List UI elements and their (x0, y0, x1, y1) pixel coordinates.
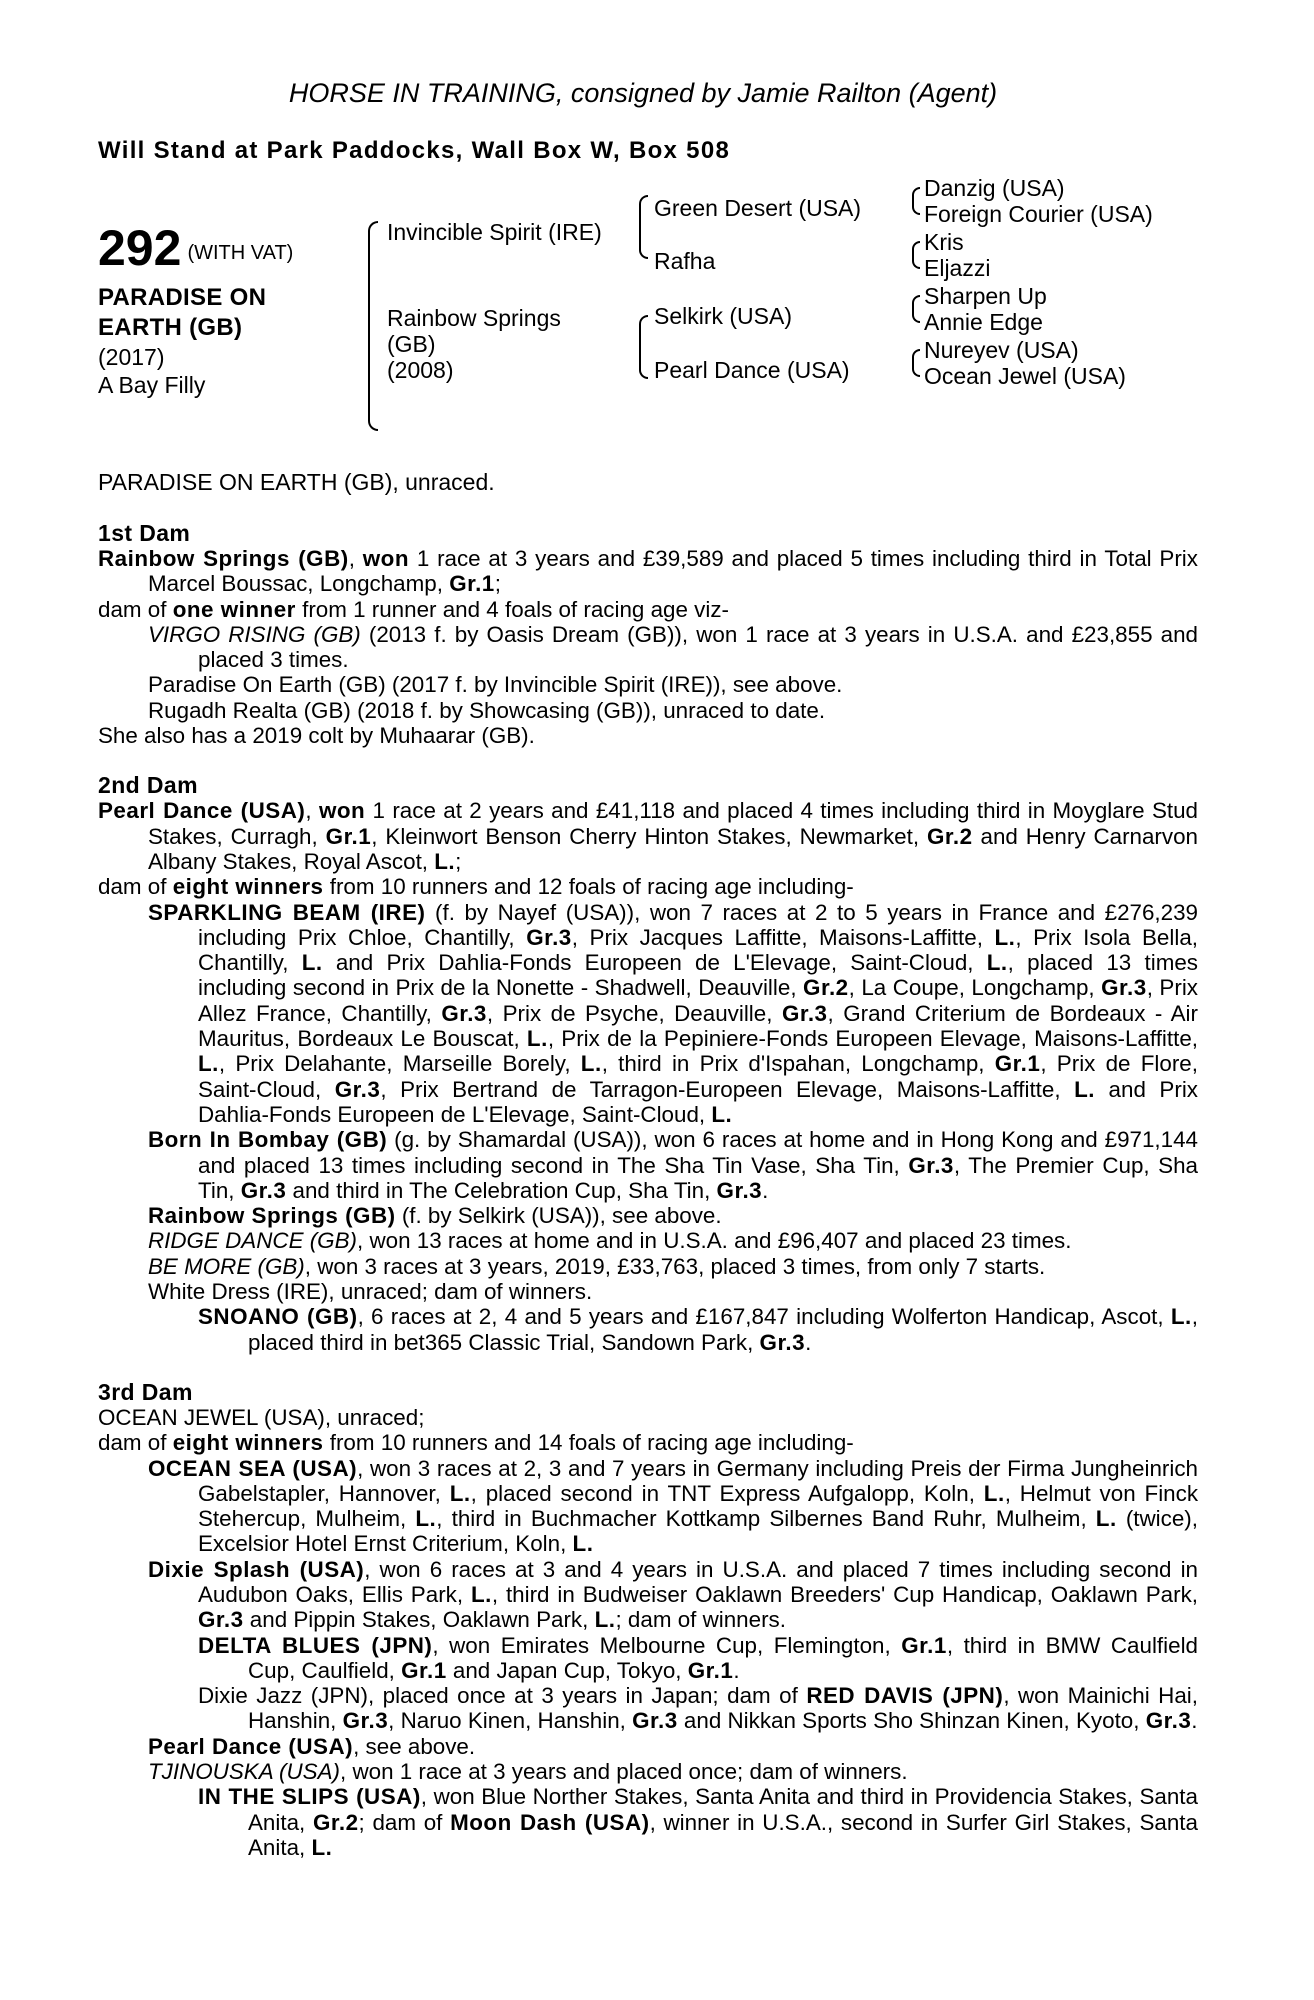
produce-entry: RIDGE DANCE (GB), won 13 races at home and in U.S.A. and £96,407 and placed 23 times. (148, 1228, 1072, 1254)
pedigree-bracket (912, 187, 920, 215)
pedigree-sire-dam: Rafha (654, 248, 716, 274)
horse-description: A Bay Filly (98, 372, 206, 398)
produce-entry: Dixie Jazz (JPN), placed once at 3 years in Japan; dam of RED DAVIS (JPN), won Mainichi Hai, Hanshin, Gr.3, Naruo Kinen, Hanshin, Gr.3 and Nikkan Sports Sho Shinzan Kinen, Kyoto, Gr.3. (198, 1683, 1199, 1734)
pedigree-bracket (912, 241, 920, 269)
pedigree-dam-sire: Selkirk (USA) (654, 303, 793, 329)
section-heading: 1st Dam (98, 520, 191, 546)
produce-entry: TJINOUSKA (USA), won 1 race at 3 years and placed once; dam of winners. (148, 1759, 908, 1785)
pedigree-ss-sire: Danzig (USA) (924, 175, 1065, 201)
third-dam-section (98, 1379, 1198, 1860)
consignor-header: HORSE IN TRAINING, consigned by Jamie Railton (Agent) (288, 78, 998, 108)
horse-name: PARADISE ON EARTH (GB) (98, 284, 267, 341)
pedigree-bracket (368, 221, 378, 431)
pedigree-bracket (912, 295, 920, 323)
pedigree-dd-sire: Nureyev (USA) (924, 337, 1079, 363)
dam-record: Rainbow Springs (GB), won 1 race at 3 years and £39,589 and placed 5 times including third in Total Prix Marcel Boussac, Longchamp, Gr.1; (98, 546, 1198, 597)
catalogue-page (98, 78, 1198, 1860)
produce-entry: Paradise On Earth (GB) (2017 f. by Invincible Spirit (IRE)), see above. (148, 672, 843, 698)
produce-summary: dam of eight winners from 10 runners and 14 foals of racing age including- (98, 1430, 854, 1456)
produce-entry: SPARKLING BEAM (IRE) (f. by Nayef (USA)), won 7 races at 2 to 5 years in France and £276,239 including Prix Chloe, Chantilly, Gr.3, Prix Jacques Laffitte, Maisons-Laffitte, L., Prix Isola Bella, Chantilly, L. and Prix Dahlia-Fonds Europeen de L'Elevage, Saint-Cloud, L., placed 13 times including second in Prix de la Nonette - Shadwell, Deauville, Gr.2, La Coupe, Longchamp, Gr.3, Prix Allez France, Chantilly, Gr.3, Prix de Psyche, Deauville, Gr.3, Grand Criterium de Bordeaux - Air Mauritus, Bordeaux Le Bouscat, L., Prix de la Pepiniere-Fonds Europeen Elevage, Maisons-Laffitte, L., Prix Delahante, Marseille Borely, L., third in Prix d'Ispahan, Longchamp, Gr.1, Prix de Flore, Saint-Cloud, Gr.3, Prix Bertrand de Tarragon-Europeen Elevage, Maisons-Laffitte, L. and Prix Dahlia-Fonds Europeen de L'Elevage, Saint-Cloud, L. (148, 899, 1199, 1127)
race-record: PARADISE ON EARTH (GB), unraced. (98, 469, 495, 495)
pedigree-ds-dam: Annie Edge (924, 309, 1043, 335)
lot-info (98, 220, 294, 399)
foaling-year: (2017) (98, 344, 165, 370)
pedigree-dd-dam: Ocean Jewel (USA) (924, 363, 1126, 389)
produce-entry: OCEAN SEA (USA), won 3 races at 2, 3 and 7 years in Germany including Preis der Firma Jungheinrich Gabelstapler, Hannover, L., placed second in TNT Express Aufgalopp, Koln, L., Helmut von Finck Stehercup, Mulheim, L., third in Buchmacher Kottkamp Silbernes Band Ruhr, Mulheim, L. (twice), Excelsior Hotel Ernst Criterium, Koln, L. (148, 1455, 1199, 1557)
produce-entry: Dixie Splash (USA), won 6 races at 3 and 4 years in U.S.A. and placed 7 times including second in Audubon Oaks, Ellis Park, L., third in Budweiser Oaklawn Breeders' Cup Handicap, Oaklawn Park, Gr.3 and Pippin Stakes, Oaklawn Park, L.; dam of winners. (148, 1556, 1199, 1633)
produce-entry: Born In Bombay (GB) (g. by Shamardal (USA)), won 6 races at home and in Hong Kong and £971,144 and placed 13 times including second in The Sha Tin Vase, Sha Tin, Gr.3, The Premier Cup, Sha Tin, Gr.3 and third in The Celebration Cup, Sha Tin, Gr.3. (148, 1127, 1199, 1203)
lot-number: 292 (98, 220, 182, 276)
pedigree-sire: Invincible Spirit (IRE) (387, 219, 602, 245)
pedigree-bracket (912, 349, 920, 377)
first-dam-section (98, 520, 1198, 748)
stand-location: Will Stand at Park Paddocks, Wall Box W, Box 508 (98, 137, 731, 164)
pedigree-ss-dam: Foreign Courier (USA) (924, 201, 1153, 227)
pedigree-bracket (639, 195, 648, 259)
dam-record: Pearl Dance (USA), won 1 race at 2 years and £41,118 and placed 4 times including third in Moyglare Stud Stakes, Curragh, Gr.1, Kleinwort Benson Cherry Hinton Stakes, Newmarket, Gr.2 and Henry Carnarvon Albany Stakes, Royal Ascot, L.; (98, 798, 1199, 874)
produce-note: She also has a 2019 colt by Muhaarar (GB). (98, 723, 535, 749)
produce-entry: DELTA BLUES (JPN), won Emirates Melbourne Cup, Flemington, Gr.1, third in BMW Caulfield Cup, Caulfield, Gr.1 and Japan Cup, Tokyo, Gr.1. (198, 1632, 1198, 1683)
pedigree-sd-dam: Eljazzi (924, 255, 991, 281)
pedigree-ds-sire: Sharpen Up (924, 283, 1047, 309)
produce-entry: VIRGO RISING (GB) (2013 f. by Oasis Dream (GB)), won 1 race at 3 years in U.S.A. and £23,855 and placed 3 times. (148, 621, 1198, 673)
dam-record: OCEAN JEWEL (USA), unraced; (98, 1404, 425, 1430)
pedigree-sire-sire: Green Desert (USA) (654, 195, 862, 221)
produce-entry: SNOANO (GB), 6 races at 2, 4 and 5 years and £167,847 including Wolferton Handicap, Ascot, L., placed third in bet365 Classic Trial, Sandown Park, Gr.3. (198, 1304, 1198, 1355)
pedigree-bracket (639, 315, 648, 379)
section-heading: 3rd Dam (98, 1378, 193, 1405)
section-heading: 2nd Dam (98, 772, 198, 799)
produce-entry: BE MORE (GB), won 3 races at 3 years, 2019, £33,763, placed 3 times, from only 7 starts. (148, 1253, 1046, 1279)
second-dam-section (98, 772, 1198, 1355)
pedigree-dam: Rainbow Springs (GB) (2008) (387, 305, 561, 383)
pedigree-sd-sire: Kris (924, 229, 964, 255)
produce-summary: dam of one winner from 1 runner and 4 foals of racing age viz- (98, 596, 729, 622)
produce-entry: White Dress (IRE), unraced; dam of winners. (148, 1279, 593, 1305)
produce-entry: Rainbow Springs (GB) (f. by Selkirk (USA)), see above. (148, 1203, 722, 1229)
pedigree-block (98, 175, 1198, 451)
produce-entry: Pearl Dance (USA), see above. (148, 1733, 476, 1759)
pedigree-dam-dam: Pearl Dance (USA) (654, 357, 850, 383)
produce-entry: Rugadh Realta (GB) (2018 f. by Showcasing (GB)), unraced to date. (148, 697, 826, 723)
produce-summary: dam of eight winners from 10 runners and 12 foals of racing age including- (98, 874, 854, 900)
produce-entry: IN THE SLIPS (USA), won Blue Norther Stakes, Santa Anita and third in Providencia Stakes, Santa Anita, Gr.2; dam of Moon Dash (USA), winner in U.S.A., second in Surfer Girl Stakes, Santa Anita, L. (198, 1784, 1198, 1860)
vat-note: (WITH VAT) (187, 242, 294, 264)
